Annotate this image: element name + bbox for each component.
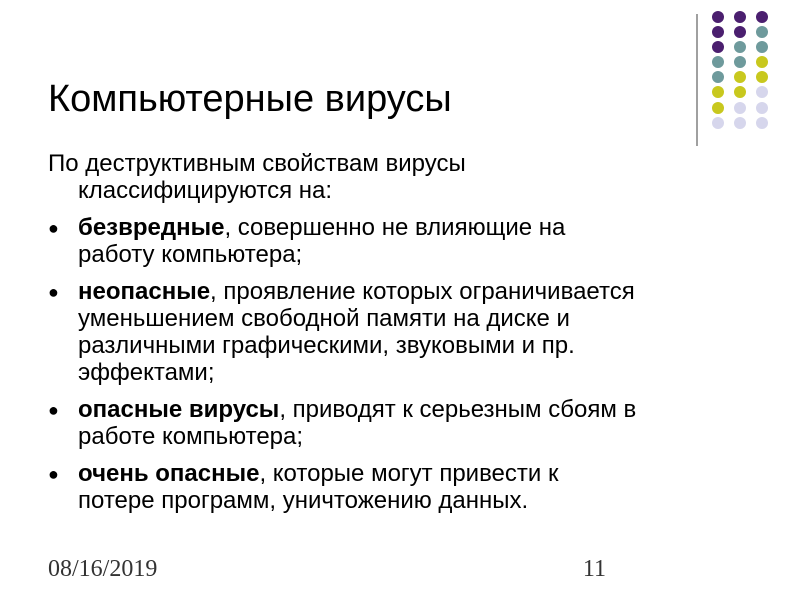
decorative-dot [756, 71, 768, 83]
decorative-dot [734, 41, 746, 53]
decorative-dot [712, 56, 724, 68]
bullet-term: очень опасные [78, 460, 260, 487]
bullet-text: работу компьютера; [78, 241, 303, 268]
decorative-dot [756, 86, 768, 98]
intro-paragraph [48, 150, 768, 204]
decorative-dot [712, 86, 724, 98]
decorative-dot [756, 117, 768, 129]
bullet-text: уменьшением свободной памяти на диске и [78, 305, 570, 332]
decorative-dot [712, 102, 724, 114]
decorative-dot [756, 11, 768, 23]
bullet-icon: ● [48, 218, 59, 238]
decorative-dot [734, 56, 746, 68]
decorative-dot [712, 71, 724, 83]
bullet-term: неопасные [78, 278, 211, 305]
decorative-dot [734, 117, 746, 129]
bullet-text: , совершенно не влияющие на [224, 214, 566, 241]
bullet-text: , проявление которых ограничивается [210, 278, 635, 305]
bullet-item-very-dangerous [48, 460, 768, 514]
decorative-dot [734, 86, 746, 98]
decorative-dot [712, 41, 724, 53]
bullet-icon: ● [48, 464, 59, 484]
bullet-item-non-dangerous [48, 278, 768, 386]
decorative-dot [756, 41, 768, 53]
decorative-dot [734, 102, 746, 114]
bullet-text: эффектами; [78, 359, 215, 386]
bullet-text: различными графическими, звуковыми и пр. [78, 332, 575, 359]
bullet-icon: ● [48, 400, 59, 420]
slide-body [48, 150, 768, 524]
slide-title: Компьютерные вирусы [48, 78, 452, 120]
intro-line-2: классифицируются на: [78, 177, 333, 204]
footer-date: 08/16/2019 [48, 556, 158, 582]
decorative-dot [712, 26, 724, 38]
intro-line-1: По деструктивным свойствам вирусы [48, 150, 466, 177]
decorative-dot [712, 117, 724, 129]
decorative-dot [734, 11, 746, 23]
bullet-text: работе компьютера; [78, 423, 304, 450]
decorative-dot [712, 11, 724, 23]
page-number: 11 [582, 556, 606, 582]
bullet-item-harmless [48, 214, 768, 268]
vertical-divider [696, 14, 698, 146]
bullet-item-dangerous [48, 396, 768, 450]
decorative-dot [734, 71, 746, 83]
decorative-dot [756, 26, 768, 38]
decorative-dot [734, 26, 746, 38]
bullet-term: безвредные [78, 214, 225, 241]
decorative-dot [756, 56, 768, 68]
bullet-text: , которые могут привести к [259, 460, 559, 487]
bullet-icon: ● [48, 282, 59, 302]
bullet-text: потере программ, уничтожению данных. [78, 487, 529, 514]
bullet-term: опасные вирусы [78, 396, 280, 423]
decorative-dot [756, 102, 768, 114]
bullet-text: , приводят к серьезным сбоям в [279, 396, 637, 423]
